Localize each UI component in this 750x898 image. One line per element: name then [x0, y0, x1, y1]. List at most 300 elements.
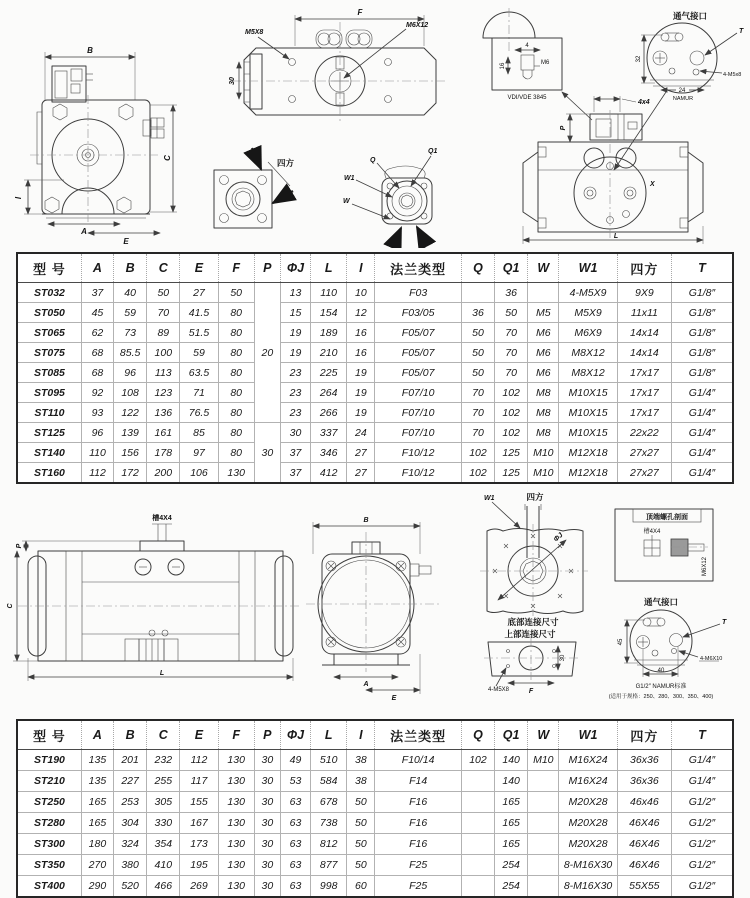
actuator-side-view-drawing [523, 96, 703, 244]
value-cell: 50 [147, 283, 180, 303]
value-cell: 172 [114, 463, 147, 484]
value-cell [528, 771, 559, 792]
value-cell: 63 [280, 834, 310, 855]
column-header: W1 [559, 253, 617, 283]
svg-text:顶端螺孔剖面: 顶端螺孔剖面 [646, 514, 688, 521]
value-cell: M8 [528, 423, 559, 443]
value-cell: 60 [347, 876, 375, 898]
value-cell: 70 [461, 383, 494, 403]
value-cell: 63 [280, 855, 310, 876]
value-cell: 50 [461, 343, 494, 363]
value-cell: 63 [280, 876, 310, 898]
value-cell: 51.5 [180, 323, 218, 343]
value-cell: 55X55 [617, 876, 671, 898]
value-cell: 264 [311, 383, 347, 403]
value-cell: 63 [280, 792, 310, 813]
column-header: 型 号 [17, 720, 81, 750]
value-cell: 15 [280, 303, 310, 323]
value-cell: 46X46 [617, 834, 671, 855]
value-cell: 324 [114, 834, 147, 855]
svg-text:16: 16 [500, 62, 506, 70]
value-cell: 80 [218, 363, 254, 383]
value-cell: 92 [81, 383, 113, 403]
value-cell: 30 [254, 771, 280, 792]
svg-text:40: 40 [657, 668, 665, 674]
plan-view-drawing [229, 8, 448, 122]
value-cell: 30 [254, 792, 280, 813]
value-cell: 23 [280, 383, 310, 403]
svg-text:槽4X4: 槽4X4 [152, 515, 172, 522]
svg-text:24: 24 [678, 88, 686, 94]
table-row [17, 443, 733, 463]
svg-text:B: B [363, 517, 369, 524]
model-cell: ST160 [17, 463, 81, 484]
value-cell: 254 [495, 876, 528, 898]
value-cell: 998 [311, 876, 347, 898]
svg-text:Q: Q [370, 157, 376, 164]
model-cell: ST065 [17, 323, 81, 343]
value-cell: 70 [147, 303, 180, 323]
value-cell: 125 [495, 463, 528, 484]
svg-text:通气接口: 通气接口 [672, 11, 708, 21]
value-cell: G1/4″ [672, 423, 734, 443]
value-cell: F16 [375, 792, 461, 813]
actuator-dimension-table-2 [16, 719, 734, 898]
value-cell: 30 [254, 855, 280, 876]
value-cell: 70 [495, 363, 528, 383]
value-cell: 37 [280, 443, 310, 463]
value-cell: 270 [81, 855, 113, 876]
svg-text:F: F [528, 688, 534, 695]
table-row [17, 343, 733, 363]
value-cell: 123 [147, 383, 180, 403]
value-cell: 73 [114, 323, 147, 343]
value-cell: 17x17 [617, 383, 671, 403]
value-cell: 71 [180, 383, 218, 403]
column-header: 四方 [617, 720, 671, 750]
value-cell: 102 [495, 423, 528, 443]
value-cell: 30 [280, 423, 310, 443]
column-header: E [180, 720, 218, 750]
value-cell: G1/2″ [672, 813, 734, 834]
value-cell: 112 [180, 750, 218, 771]
value-cell: 304 [114, 813, 147, 834]
svg-text:A: A [81, 227, 87, 236]
value-cell: 40 [114, 283, 147, 303]
value-cell: M5 [528, 303, 559, 323]
svg-text:槽4X4: 槽4X4 [643, 529, 661, 535]
value-cell: 130 [218, 792, 254, 813]
value-cell: 102 [461, 443, 494, 463]
value-cell: 36x36 [617, 750, 671, 771]
value-cell: 68 [81, 363, 113, 383]
value-cell: 227 [114, 771, 147, 792]
header-row [17, 253, 733, 283]
value-cell: 53 [280, 771, 310, 792]
value-cell: 130 [218, 855, 254, 876]
value-cell: 27x27 [617, 463, 671, 484]
svg-text:Q1: Q1 [428, 148, 438, 155]
value-cell: 102 [461, 463, 494, 484]
value-cell: 63 [280, 813, 310, 834]
value-cell: 19 [280, 323, 310, 343]
value-cell: 812 [311, 834, 347, 855]
value-cell: 19 [347, 403, 375, 423]
value-cell: 45 [81, 303, 113, 323]
value-cell: 46X46 [617, 855, 671, 876]
value-cell [461, 792, 494, 813]
svg-text:E: E [391, 695, 397, 702]
value-cell: 210 [311, 343, 347, 363]
svg-text:P: P [16, 543, 23, 549]
value-cell: 20 [254, 283, 280, 423]
large-actuator-side-view [7, 513, 300, 681]
large-actuator-end-view [306, 517, 440, 702]
value-cell: 27 [347, 463, 375, 484]
value-cell: 46x46 [617, 792, 671, 813]
model-cell: ST210 [17, 771, 81, 792]
value-cell: 130 [218, 834, 254, 855]
table-row [17, 834, 733, 855]
value-cell: 17x17 [617, 403, 671, 423]
value-cell: G1/2″ [672, 855, 734, 876]
value-cell: M10 [528, 750, 559, 771]
value-cell: M16X24 [559, 771, 617, 792]
svg-text:M6: M6 [541, 60, 550, 66]
svg-text:上部连接尺寸: 上部连接尺寸 [504, 629, 556, 639]
value-cell: 584 [311, 771, 347, 792]
value-cell: 30 [254, 876, 280, 898]
value-cell: 27x27 [617, 443, 671, 463]
value-cell: G1/8″ [672, 283, 734, 303]
value-cell: 16 [347, 343, 375, 363]
svg-text:L: L [613, 233, 619, 240]
value-cell: F25 [375, 876, 461, 898]
value-cell: 30 [254, 423, 280, 484]
value-cell: 269 [180, 876, 218, 898]
svg-text:45: 45 [618, 638, 624, 646]
value-cell: 165 [495, 834, 528, 855]
value-cell: 156 [114, 443, 147, 463]
value-cell: 68 [81, 343, 113, 363]
value-cell: 135 [81, 750, 113, 771]
column-header: 法兰类型 [375, 253, 461, 283]
value-cell: 877 [311, 855, 347, 876]
value-cell: M6X9 [559, 323, 617, 343]
column-header: E [180, 253, 218, 283]
value-cell: 136 [147, 403, 180, 423]
value-cell: 254 [495, 855, 528, 876]
value-cell: 50 [495, 303, 528, 323]
value-cell: 50 [347, 813, 375, 834]
value-cell: 36 [495, 283, 528, 303]
square-drive-drawing [214, 148, 295, 228]
model-cell: ST075 [17, 343, 81, 363]
value-cell: 89 [147, 323, 180, 343]
value-cell: 102 [495, 383, 528, 403]
value-cell: 106 [180, 463, 218, 484]
value-cell: F16 [375, 834, 461, 855]
value-cell: 102 [461, 750, 494, 771]
value-cell: M6 [528, 343, 559, 363]
value-cell: G1/2″ [672, 792, 734, 813]
svg-text:32: 32 [636, 55, 642, 63]
value-cell: 37 [81, 283, 113, 303]
svg-text:L: L [159, 670, 165, 677]
value-cell: 678 [311, 792, 347, 813]
value-cell: 96 [114, 363, 147, 383]
model-cell: ST190 [17, 750, 81, 771]
value-cell: 80 [218, 443, 254, 463]
value-cell: 167 [180, 813, 218, 834]
value-cell: M10X15 [559, 403, 617, 423]
value-cell: 189 [311, 323, 347, 343]
value-cell: 140 [495, 771, 528, 792]
value-cell: 165 [495, 813, 528, 834]
model-cell: ST110 [17, 403, 81, 423]
svg-text:4-M6X10: 4-M6X10 [700, 656, 723, 662]
value-cell: 50 [461, 363, 494, 383]
value-cell: 85 [180, 423, 218, 443]
value-cell: G1/4″ [672, 771, 734, 792]
value-cell: 195 [180, 855, 218, 876]
svg-text:30: 30 [229, 77, 236, 85]
value-cell: 173 [180, 834, 218, 855]
value-cell [461, 855, 494, 876]
value-cell: F05/07 [375, 343, 461, 363]
value-cell: 8-M16X30 [559, 876, 617, 898]
value-cell: 337 [311, 423, 347, 443]
value-cell: 466 [147, 876, 180, 898]
table-row [17, 771, 733, 792]
column-header: W1 [559, 720, 617, 750]
column-header: P [254, 253, 280, 283]
bottom-connection-detail [480, 492, 588, 627]
value-cell: M8X12 [559, 343, 617, 363]
value-cell: 80 [218, 323, 254, 343]
value-cell [461, 834, 494, 855]
svg-text:四方: 四方 [526, 492, 544, 502]
svg-text:(适用于规格：250、280、300、350、400): (适用于规格：250、280、300、350、400) [608, 694, 714, 700]
svg-text:4-M5X8: 4-M5X8 [488, 687, 510, 693]
value-cell: 130 [218, 813, 254, 834]
air-port-detail-large [609, 597, 727, 700]
value-cell: 13 [280, 283, 310, 303]
value-cell: 200 [147, 463, 180, 484]
value-cell: 12 [347, 303, 375, 323]
column-header: C [147, 253, 180, 283]
value-cell: G1/4″ [672, 750, 734, 771]
bottom-flange-drawing [343, 148, 437, 242]
table-row [17, 303, 733, 323]
model-cell: ST050 [17, 303, 81, 323]
value-cell: M10X15 [559, 423, 617, 443]
svg-text:通气接口: 通气接口 [643, 597, 679, 607]
value-cell: 165 [81, 813, 113, 834]
column-header: C [147, 720, 180, 750]
value-cell [461, 813, 494, 834]
value-cell: F07/10 [375, 403, 461, 423]
column-header: A [81, 720, 113, 750]
value-cell: 380 [114, 855, 147, 876]
svg-text:30: 30 [560, 654, 566, 662]
svg-text:W1: W1 [344, 175, 355, 182]
value-cell: 16 [347, 323, 375, 343]
value-cell [528, 283, 559, 303]
svg-text:4: 4 [525, 43, 529, 49]
svg-text:四方: 四方 [277, 158, 295, 168]
value-cell: F25 [375, 855, 461, 876]
value-cell: 155 [180, 792, 218, 813]
column-header: A [81, 253, 113, 283]
value-cell: 14x14 [617, 323, 671, 343]
value-cell: 62 [81, 323, 113, 343]
model-cell: ST032 [17, 283, 81, 303]
column-header: ΦJ [280, 720, 310, 750]
value-cell: 520 [114, 876, 147, 898]
value-cell [528, 855, 559, 876]
svg-text:M6X12: M6X12 [702, 556, 708, 576]
model-cell: ST125 [17, 423, 81, 443]
dimension-table-large-models [16, 719, 734, 898]
value-cell: 11x11 [617, 303, 671, 323]
value-cell: 23 [280, 403, 310, 423]
value-cell: 14x14 [617, 343, 671, 363]
svg-text:M5X8: M5X8 [245, 29, 264, 36]
value-cell: 50 [347, 792, 375, 813]
value-cell: 738 [311, 813, 347, 834]
table-row [17, 463, 733, 484]
value-cell: M6 [528, 323, 559, 343]
column-header: Q [461, 720, 494, 750]
value-cell: M10 [528, 443, 559, 463]
value-cell: 10 [347, 283, 375, 303]
value-cell: 130 [218, 876, 254, 898]
value-cell: 70 [495, 323, 528, 343]
value-cell: 108 [114, 383, 147, 403]
value-cell: 85.5 [114, 343, 147, 363]
table-row [17, 403, 733, 423]
value-cell: 80 [218, 383, 254, 403]
value-cell: 38 [347, 750, 375, 771]
model-cell: ST140 [17, 443, 81, 463]
svg-text:F: F [357, 8, 363, 17]
value-cell: 30 [254, 813, 280, 834]
dimension-table-small-models [16, 252, 734, 484]
svg-text:E: E [123, 237, 129, 246]
value-cell: G1/2″ [672, 834, 734, 855]
column-header: P [254, 720, 280, 750]
column-header: L [311, 253, 347, 283]
value-cell: 97 [180, 443, 218, 463]
value-cell [528, 813, 559, 834]
value-cell: 50 [347, 834, 375, 855]
column-header: T [672, 253, 734, 283]
value-cell: F10/12 [375, 463, 461, 484]
svg-text:M6X12: M6X12 [406, 22, 429, 29]
value-cell: 110 [81, 443, 113, 463]
value-cell: 330 [147, 813, 180, 834]
value-cell: 201 [114, 750, 147, 771]
model-cell: ST350 [17, 855, 81, 876]
value-cell: 410 [147, 855, 180, 876]
value-cell: M10X15 [559, 383, 617, 403]
value-cell: G1/8″ [672, 343, 734, 363]
value-cell: 117 [180, 771, 218, 792]
value-cell [528, 792, 559, 813]
actuator-dimension-table-1 [16, 252, 734, 484]
model-cell: ST400 [17, 876, 81, 898]
value-cell: M16X24 [559, 750, 617, 771]
value-cell: 110 [311, 283, 347, 303]
table-row [17, 855, 733, 876]
value-cell: 93 [81, 403, 113, 423]
value-cell: 23 [280, 363, 310, 383]
value-cell: 22x22 [617, 423, 671, 443]
column-header: ΦJ [280, 253, 310, 283]
value-cell: F14 [375, 771, 461, 792]
value-cell: 36 [461, 303, 494, 323]
air-port-detail-drawing [614, 11, 744, 170]
svg-text:4x4: 4x4 [638, 99, 650, 106]
value-cell [461, 876, 494, 898]
value-cell: 37 [280, 463, 310, 484]
svg-text:B: B [87, 46, 93, 55]
value-cell: 96 [81, 423, 113, 443]
svg-text:T: T [739, 28, 744, 35]
value-cell: 80 [218, 343, 254, 363]
value-cell: M12X18 [559, 443, 617, 463]
value-cell: 232 [147, 750, 180, 771]
svg-text:W1: W1 [484, 495, 495, 502]
column-header: T [672, 720, 734, 750]
value-cell: G1/8″ [672, 323, 734, 343]
value-cell: 80 [218, 423, 254, 443]
value-cell: 59 [180, 343, 218, 363]
value-cell: F03 [375, 283, 461, 303]
header-row [17, 720, 733, 750]
value-cell: 70 [461, 423, 494, 443]
value-cell: G1/8″ [672, 303, 734, 323]
value-cell: 38 [347, 771, 375, 792]
value-cell: 4-M5X9 [559, 283, 617, 303]
value-cell: 165 [81, 792, 113, 813]
value-cell: 50 [218, 283, 254, 303]
column-header: 法兰类型 [375, 720, 461, 750]
value-cell: 9X9 [617, 283, 671, 303]
svg-text:4-M5x8: 4-M5x8 [723, 72, 742, 78]
value-cell: 19 [280, 343, 310, 363]
value-cell [461, 283, 494, 303]
value-cell: 70 [495, 343, 528, 363]
column-header: Q1 [495, 253, 528, 283]
value-cell: 165 [495, 792, 528, 813]
value-cell: 59 [114, 303, 147, 323]
svg-text:ΦJ: ΦJ [552, 531, 565, 544]
value-cell: M8 [528, 383, 559, 403]
svg-text:底部连接尺寸: 底部连接尺寸 [507, 617, 559, 627]
value-cell: G1/8″ [672, 363, 734, 383]
value-cell: M5X9 [559, 303, 617, 323]
value-cell: 255 [147, 771, 180, 792]
value-cell: 154 [311, 303, 347, 323]
value-cell: 100 [147, 343, 180, 363]
svg-text:T: T [722, 619, 727, 626]
value-cell [528, 876, 559, 898]
value-cell: 50 [347, 855, 375, 876]
model-cell: ST280 [17, 813, 81, 834]
value-cell: 49 [280, 750, 310, 771]
